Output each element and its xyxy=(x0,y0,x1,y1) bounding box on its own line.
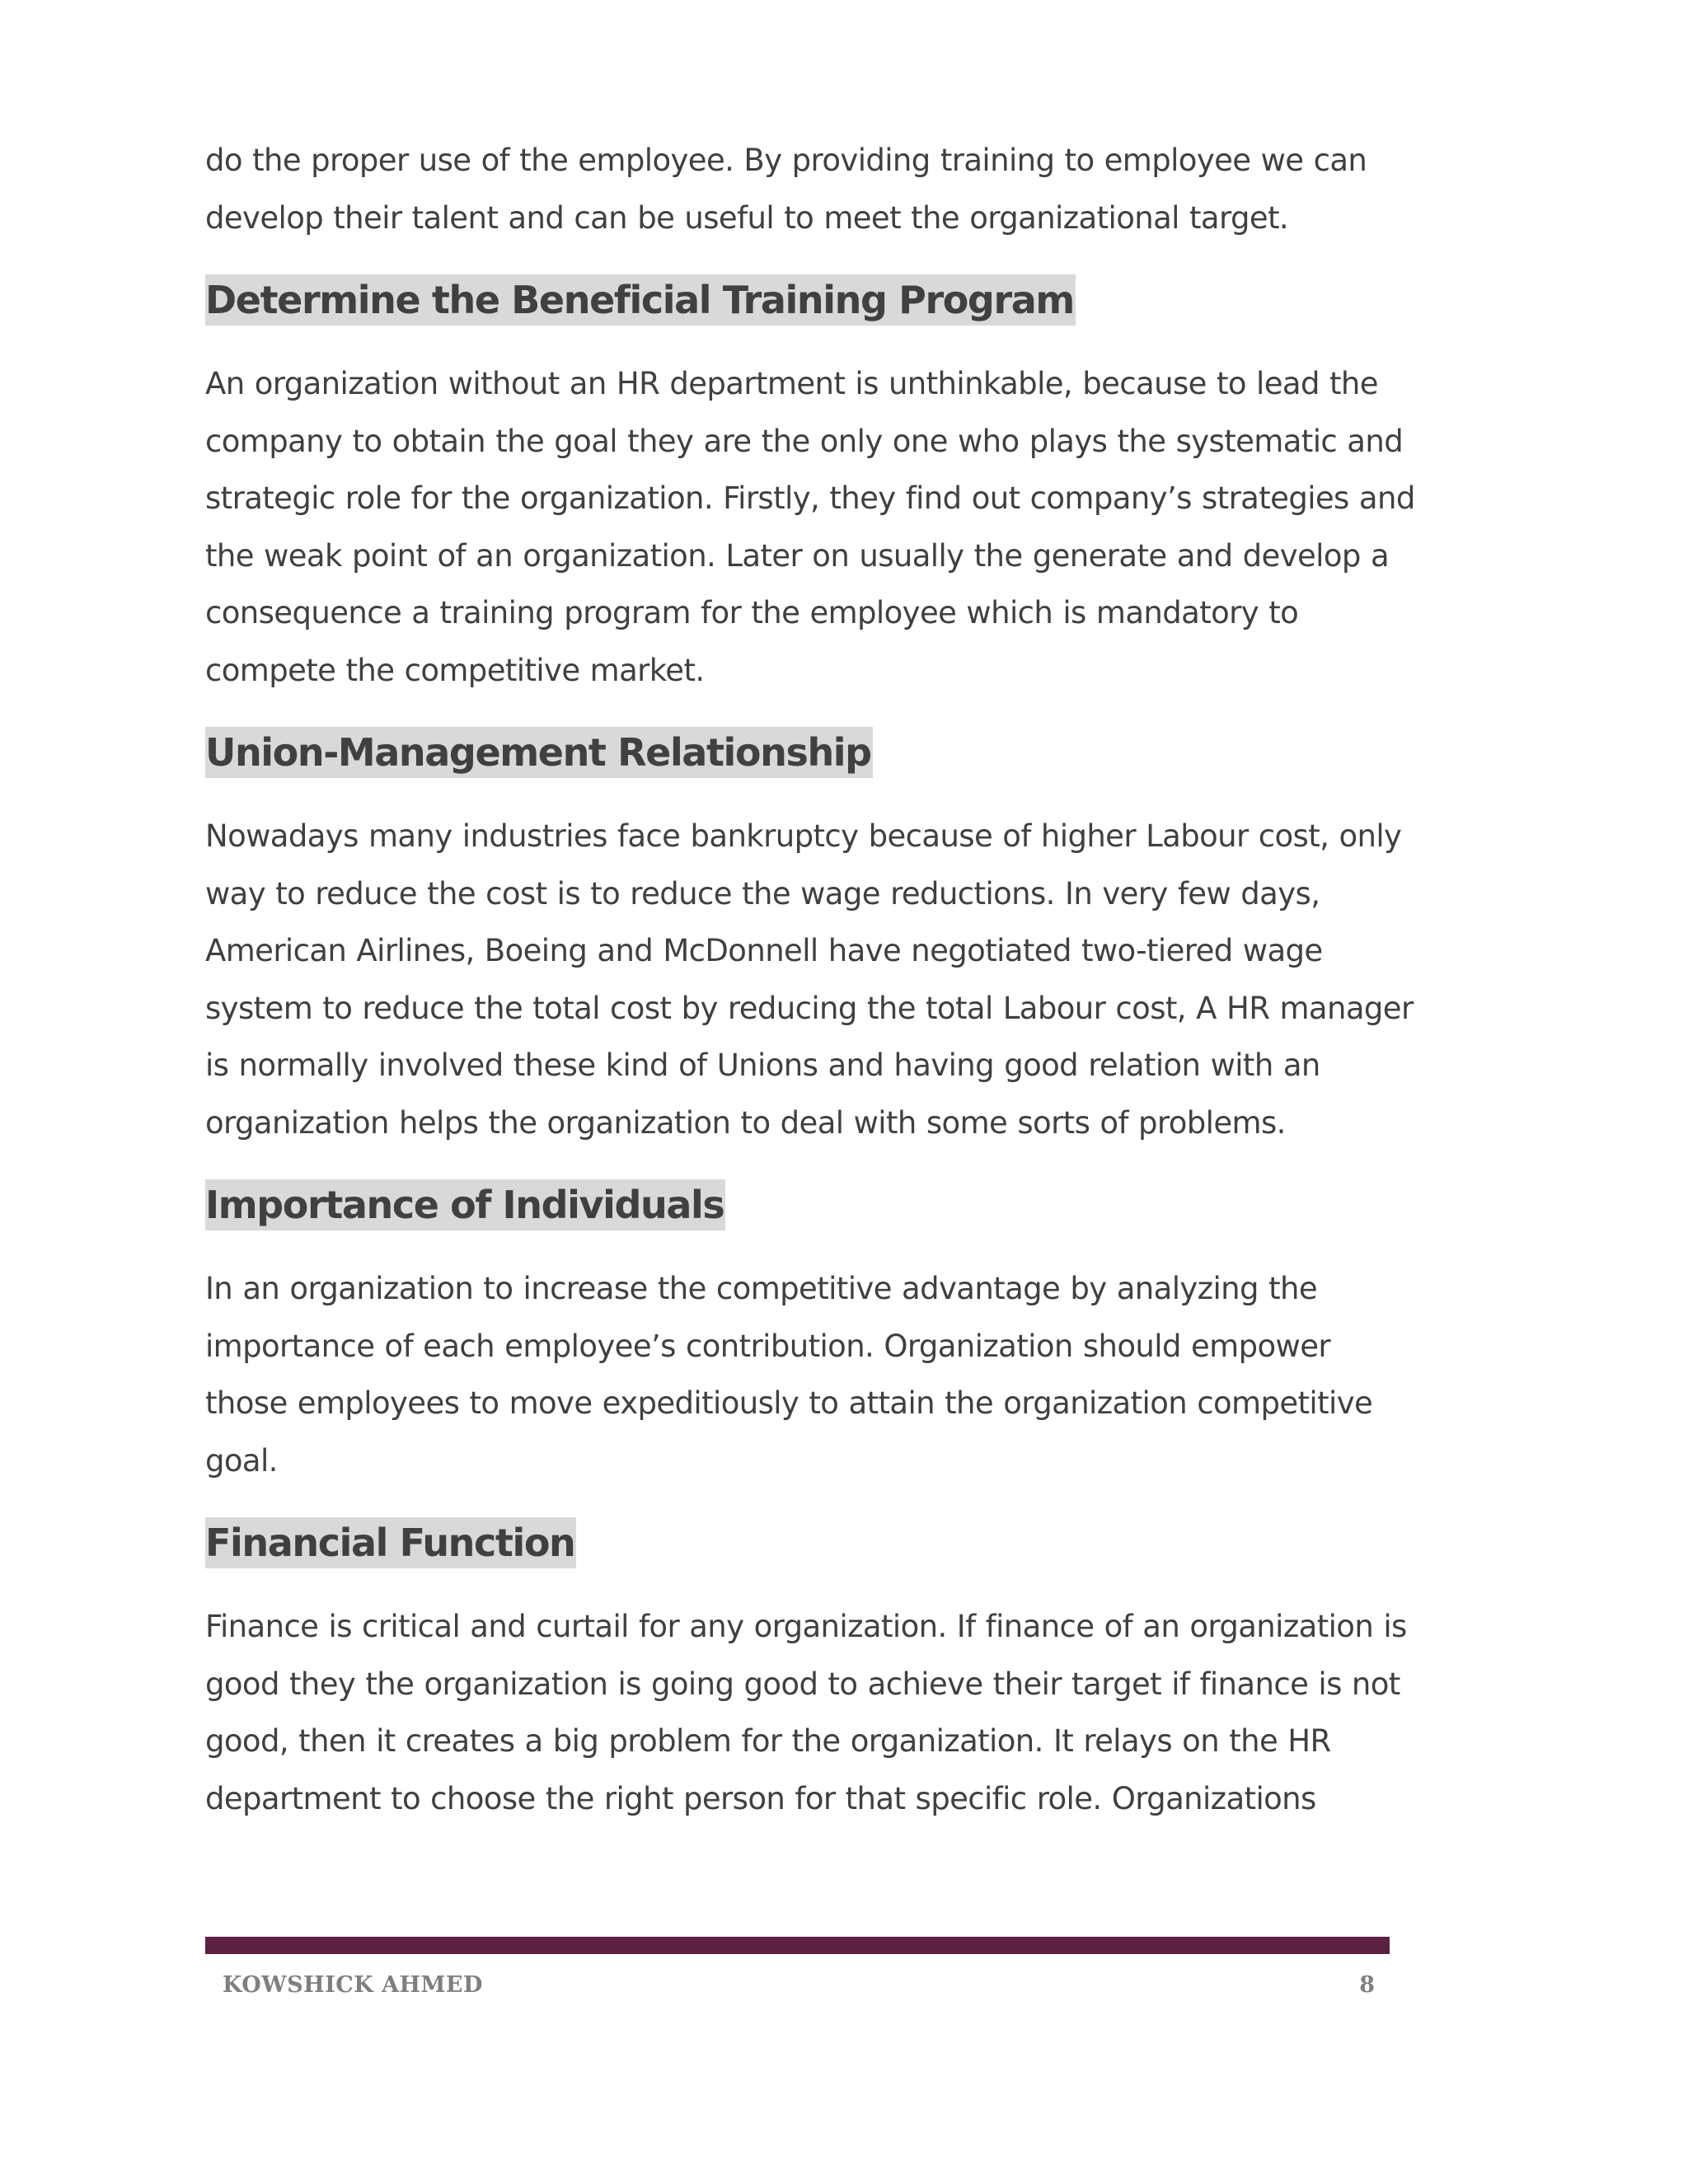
section-heading-training xyxy=(205,274,1392,326)
paragraph-line: do the proper use of the employee. By providing training to employee we can xyxy=(205,143,1367,178)
section-heading: Financial Function xyxy=(205,1517,576,1568)
section-heading-union xyxy=(205,727,1392,778)
paragraph-line: company to obtain the goal they are the only one who plays the systematic and xyxy=(205,423,1404,459)
paragraph-line: In an organization to increase the competitive advantage by analyzing the xyxy=(205,1271,1318,1306)
paragraph-line: Finance is critical and curtail for any organization. If finance of an organization is xyxy=(205,1609,1407,1644)
paragraph-line: An organization without an HR department is unthinkable, because to lead the xyxy=(205,366,1378,401)
section-paragraph-training xyxy=(205,355,1415,699)
document-page xyxy=(205,132,1415,1827)
paragraph-line: American Airlines, Boeing and McDonnell have negotiated two-tiered wage xyxy=(205,933,1323,968)
section-heading-individuals xyxy=(205,1179,1392,1230)
paragraph-line: is normally involved these kind of Unions and having good relation with an xyxy=(205,1047,1320,1083)
paragraph-line: those employees to move expeditiously to attain the organization competitive xyxy=(205,1385,1373,1421)
footer-author: KOWSHICK AHMED xyxy=(223,1972,483,1998)
paragraph-line: department to choose the right person for that specific role. Organizations xyxy=(205,1780,1316,1816)
section-paragraph-union xyxy=(205,808,1414,1151)
paragraph-line: strategic role for the organization. Firstly, they find out company’s strategies and xyxy=(205,480,1415,516)
section-heading: Importance of Individuals xyxy=(205,1179,725,1230)
paragraph-line: good they the organization is going good to achieve their target if finance is not xyxy=(205,1666,1400,1702)
paragraph-line: importance of each employee’s contribution. Organization should empower xyxy=(205,1328,1330,1364)
paragraph-line: compete the competitive market. xyxy=(205,652,705,688)
paragraph-line: goal. xyxy=(205,1442,278,1479)
section-heading-financial xyxy=(205,1517,1392,1568)
page-number: 8 xyxy=(1359,1972,1375,1998)
footer-divider xyxy=(205,1937,1390,1954)
section-heading: Determine the Beneficial Training Program xyxy=(205,274,1076,326)
intro-paragraph xyxy=(205,132,1392,246)
paragraph-line: develop their talent and can be useful to meet the organizational target. xyxy=(205,199,1289,236)
paragraph-line: the weak point of an organization. Later on usually the generate and develop a xyxy=(205,537,1390,574)
paragraph-line: system to reduce the total cost by reducing the total Labour cost, A HR manager xyxy=(205,990,1414,1026)
section-paragraph-individuals xyxy=(205,1260,1392,1489)
section-paragraph-financial xyxy=(205,1598,1407,1827)
paragraph-line: way to reduce the cost is to reduce the wage reductions. In very few days, xyxy=(205,875,1320,912)
paragraph-line: organization helps the organization to deal with some sorts of problems. xyxy=(205,1104,1286,1141)
paragraph-line: consequence a training program for the employee which is mandatory to xyxy=(205,595,1299,630)
paragraph-line: Nowadays many industries face bankruptcy because of higher Labour cost, only xyxy=(205,818,1402,854)
section-heading: Union-Management Relationship xyxy=(205,727,873,778)
paragraph-line: good, then it creates a big problem for the organization. It relays on the HR xyxy=(205,1723,1331,1759)
